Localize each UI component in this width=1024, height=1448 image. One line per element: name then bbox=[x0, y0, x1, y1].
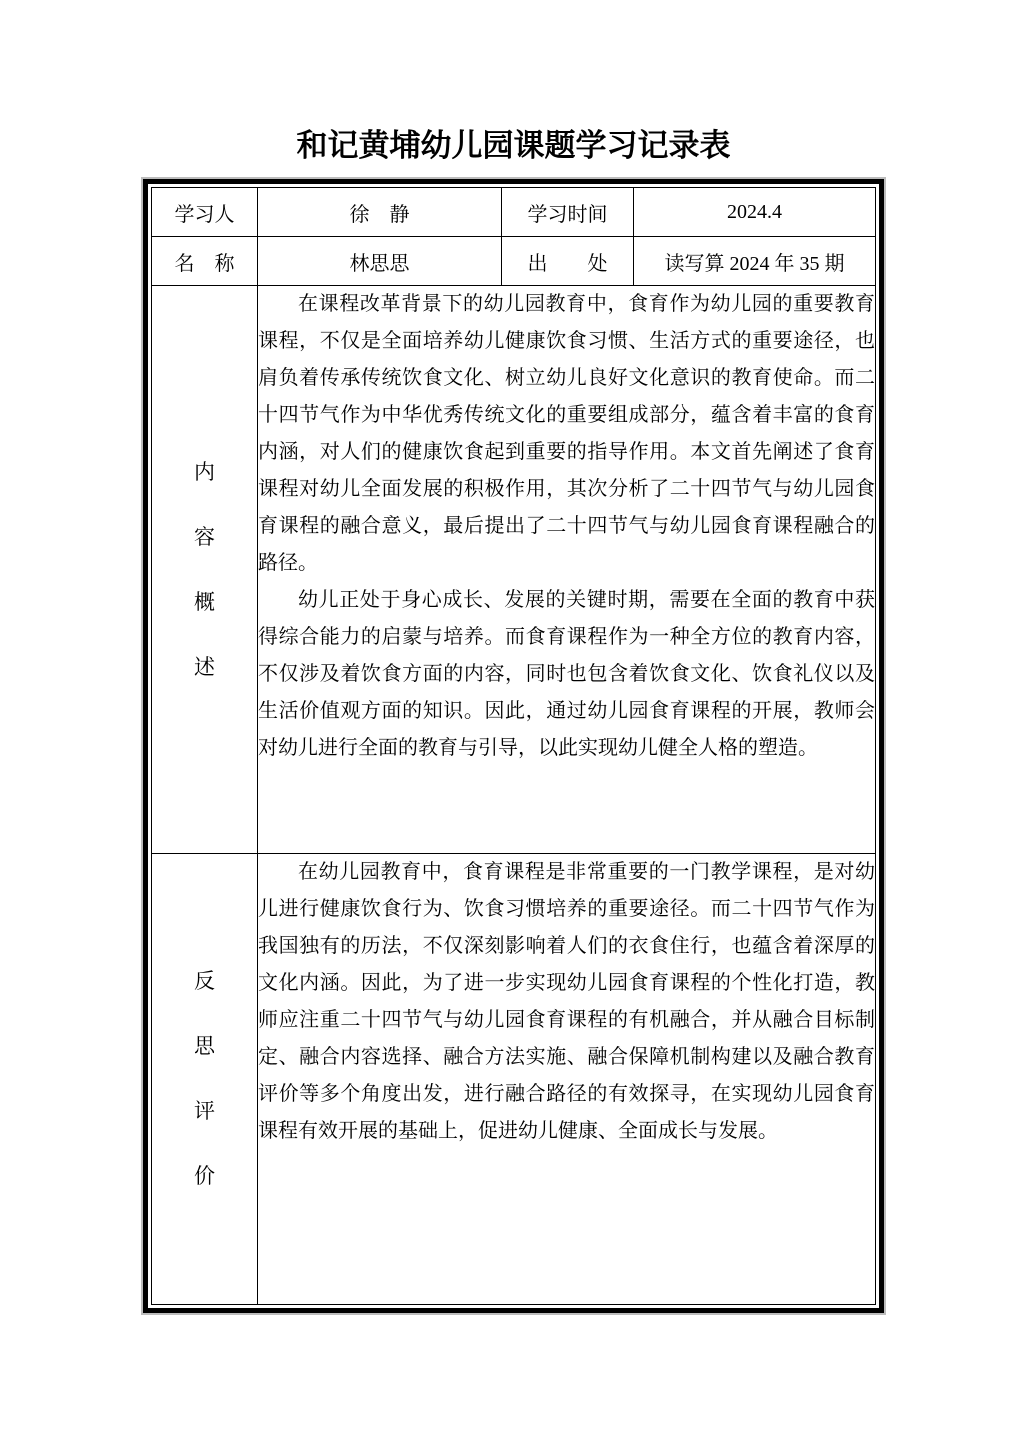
name-label: 名 称 bbox=[152, 237, 258, 286]
page-title: 和记黄埔幼儿园课题学习记录表 bbox=[296, 128, 731, 163]
summary-content bbox=[258, 286, 876, 854]
summary-label-char: 述 bbox=[194, 654, 215, 679]
study-time-value: 2024.4 bbox=[634, 188, 876, 237]
source-value: 读写算 2024 年 35 期 bbox=[634, 237, 876, 286]
table-row bbox=[152, 188, 876, 237]
summary-paragraph-2: 幼儿正处于身心成长、发展的关键时期，需要在全面的教育中获得综合能力的启蒙与培养。而食育课程作为一种全方位的教育内容，不仅涉及着饮食方面的内容，同时也包含着饮食文化、饮食礼仪以及生活价值观方面的知识。因此，通过幼儿园食育课程的开展，教师会对幼儿进行全面的教育与引导，以此实现幼儿健全人格的塑造。 bbox=[258, 589, 875, 759]
reflection-section-label bbox=[152, 854, 258, 1305]
summary-paragraph-1: 在课程改革背景下的幼儿园教育中，食育作为幼儿园的重要教育课程，不仅是全面培养幼儿健康饮食习惯、生活方式的重要途径，也肩负着传承传统饮食文化、树立幼儿良好文化意识的教育使命。而二十四节气作为中华优秀传统文化的重要组成部分，蕴含着丰富的食育内涵，对人们的健康饮食起到重要的指导作用。本文首先阐述了食育课程对幼儿全面发展的积极作用，其次分析了二十四节气与幼儿园食育课程的融合意义，最后提出了二十四节气与幼儿园食育课程融合的路径。 bbox=[258, 293, 875, 574]
reflection-label-char: 评 bbox=[194, 1099, 215, 1123]
name-value: 林思思 bbox=[258, 237, 502, 286]
summary-label-char: 内 bbox=[194, 459, 215, 484]
table-row bbox=[152, 854, 876, 1305]
reflection-label-char: 价 bbox=[194, 1164, 215, 1188]
source-label: 出 处 bbox=[502, 237, 634, 286]
summary-section-label bbox=[152, 286, 258, 854]
summary-label-char: 概 bbox=[194, 589, 215, 614]
record-table bbox=[143, 179, 884, 1313]
study-time-label: 学习时间 bbox=[502, 188, 634, 237]
learner-value: 徐 静 bbox=[258, 188, 502, 237]
table-row bbox=[152, 237, 876, 286]
reflection-content bbox=[258, 854, 876, 1305]
learner-label: 学习人 bbox=[152, 188, 258, 237]
reflection-paragraph-1: 在幼儿园教育中，食育课程是非常重要的一门教学课程，是对幼儿进行健康饮食行为、饮食习惯培养的重要途径。而二十四节气作为我国独有的历法，不仅深刻影响着人们的衣食住行，也蕴含着深厚的文化内涵。因此，为了进一步实现幼儿园食育课程的个性化打造，教师应注重二十四节气与幼儿园食育课程的有机融合，并从融合目标制定、融合内容选择、融合方法实施、融合保障机制构建以及融合教育评价等多个角度出发，进行融合路径的有效探寻，在实现幼儿园食育课程有效开展的基础上，促进幼儿健康、全面成长与发展。 bbox=[258, 861, 875, 1142]
reflection-vertical-label bbox=[152, 971, 257, 1187]
reflection-label-char: 思 bbox=[194, 1034, 215, 1058]
summary-vertical-label bbox=[152, 459, 257, 679]
reflection-label-char: 反 bbox=[194, 969, 215, 993]
record-table-grid bbox=[151, 187, 876, 1305]
summary-label-char: 容 bbox=[194, 524, 215, 549]
table-row bbox=[152, 286, 876, 854]
